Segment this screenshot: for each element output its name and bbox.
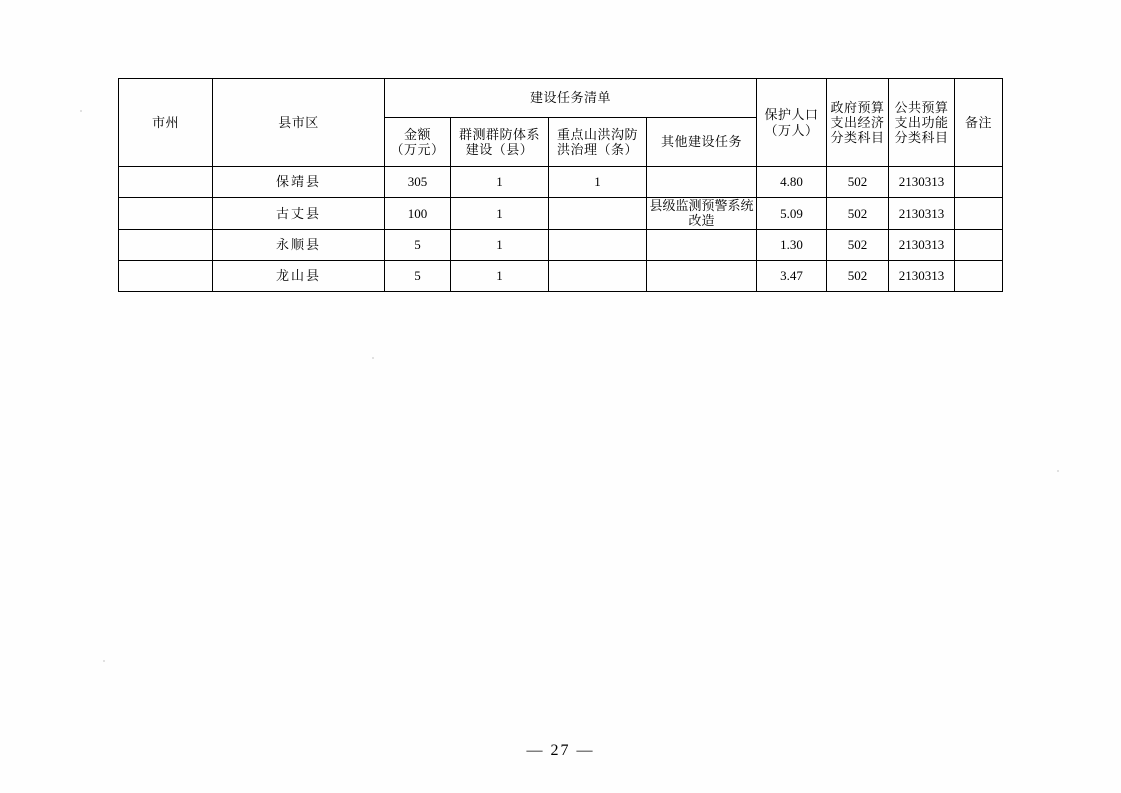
header-task-group: 建设任务清单 — [385, 79, 757, 118]
cell-gov-budget: 502 — [827, 198, 889, 230]
header-gov-budget-line2: 支出经济 — [830, 114, 885, 130]
cell-county: 古丈县 — [213, 198, 385, 230]
table-row — [119, 229, 1003, 260]
header-prefecture: 市州 — [119, 79, 213, 167]
header-public-budget-function — [889, 79, 955, 167]
header-public-budget-line2: 支出功能 — [894, 114, 949, 130]
cell-prefecture — [119, 198, 213, 230]
cell-prefecture — [119, 229, 213, 260]
cell-remarks — [955, 229, 1003, 260]
header-key-mountain-line2: 洪治理（条） — [556, 142, 638, 157]
cell-protected-population: 4.80 — [757, 167, 827, 198]
cell-key-mountain — [549, 260, 647, 291]
table-row — [119, 167, 1003, 198]
cell-prefecture — [119, 260, 213, 291]
table-row — [119, 198, 1003, 230]
cell-amount: 5 — [385, 229, 451, 260]
budget-table — [118, 78, 1003, 292]
header-public-budget-line1: 公共预算 — [894, 99, 949, 115]
cell-key-mountain: 1 — [549, 167, 647, 198]
cell-amount: 5 — [385, 260, 451, 291]
cell-county: 永顺县 — [213, 229, 385, 260]
cell-gov-budget: 502 — [827, 260, 889, 291]
cell-amount: 305 — [385, 167, 451, 198]
cell-public-budget: 2130313 — [889, 167, 955, 198]
header-protected-population-line1: 保护人口 — [764, 107, 819, 123]
header-protected-population — [757, 79, 827, 167]
cell-protected-population: 1.30 — [757, 229, 827, 260]
cell-public-budget: 2130313 — [889, 229, 955, 260]
header-public-budget-line3: 分类科目 — [894, 130, 949, 146]
cell-protected-population: 5.09 — [757, 198, 827, 230]
cell-other-tasks — [647, 167, 757, 198]
cell-mass-monitoring: 1 — [451, 198, 549, 230]
cell-gov-budget: 502 — [827, 167, 889, 198]
cell-key-mountain — [549, 229, 647, 260]
header-mass-monitoring-line1: 群测群防体系 — [458, 126, 540, 142]
cell-mass-monitoring: 1 — [451, 260, 549, 291]
header-key-mountain-line1: 重点山洪沟防 — [556, 126, 638, 142]
budget-table-container — [118, 78, 1002, 292]
header-gov-budget-line3: 分类科目 — [830, 130, 885, 146]
cell-remarks — [955, 167, 1003, 198]
cell-gov-budget: 502 — [827, 229, 889, 260]
header-protected-population-line2: （万人） — [764, 122, 819, 138]
page-number: — 27 — — [526, 742, 595, 759]
cell-key-mountain — [549, 198, 647, 230]
table-row — [119, 260, 1003, 291]
header-mass-monitoring — [451, 118, 549, 167]
header-amount-line2: （万元） — [390, 142, 445, 157]
header-key-mountain-flood — [549, 118, 647, 167]
cell-mass-monitoring: 1 — [451, 229, 549, 260]
header-amount-line1: 金额 — [403, 126, 431, 142]
header-remarks: 备注 — [955, 79, 1003, 167]
cell-county: 保靖县 — [213, 167, 385, 198]
cell-other-tasks — [647, 229, 757, 260]
cell-amount: 100 — [385, 198, 451, 230]
cell-remarks — [955, 198, 1003, 230]
cell-public-budget: 2130313 — [889, 198, 955, 230]
header-mass-monitoring-line2: 建设（县） — [465, 142, 534, 157]
table-header-row-1 — [119, 79, 1003, 118]
cell-protected-population: 3.47 — [757, 260, 827, 291]
header-gov-budget-economic — [827, 79, 889, 167]
header-other-tasks: 其他建设任务 — [647, 118, 757, 167]
cell-prefecture — [119, 167, 213, 198]
header-gov-budget-line1: 政府预算 — [830, 99, 885, 115]
header-county: 县市区 — [213, 79, 385, 167]
cell-other-tasks — [647, 260, 757, 291]
cell-public-budget: 2130313 — [889, 260, 955, 291]
cell-other-tasks: 县级监测预警系统改造 — [647, 198, 757, 230]
cell-mass-monitoring: 1 — [451, 167, 549, 198]
cell-county: 龙山县 — [213, 260, 385, 291]
header-amount — [385, 118, 451, 167]
cell-remarks — [955, 260, 1003, 291]
